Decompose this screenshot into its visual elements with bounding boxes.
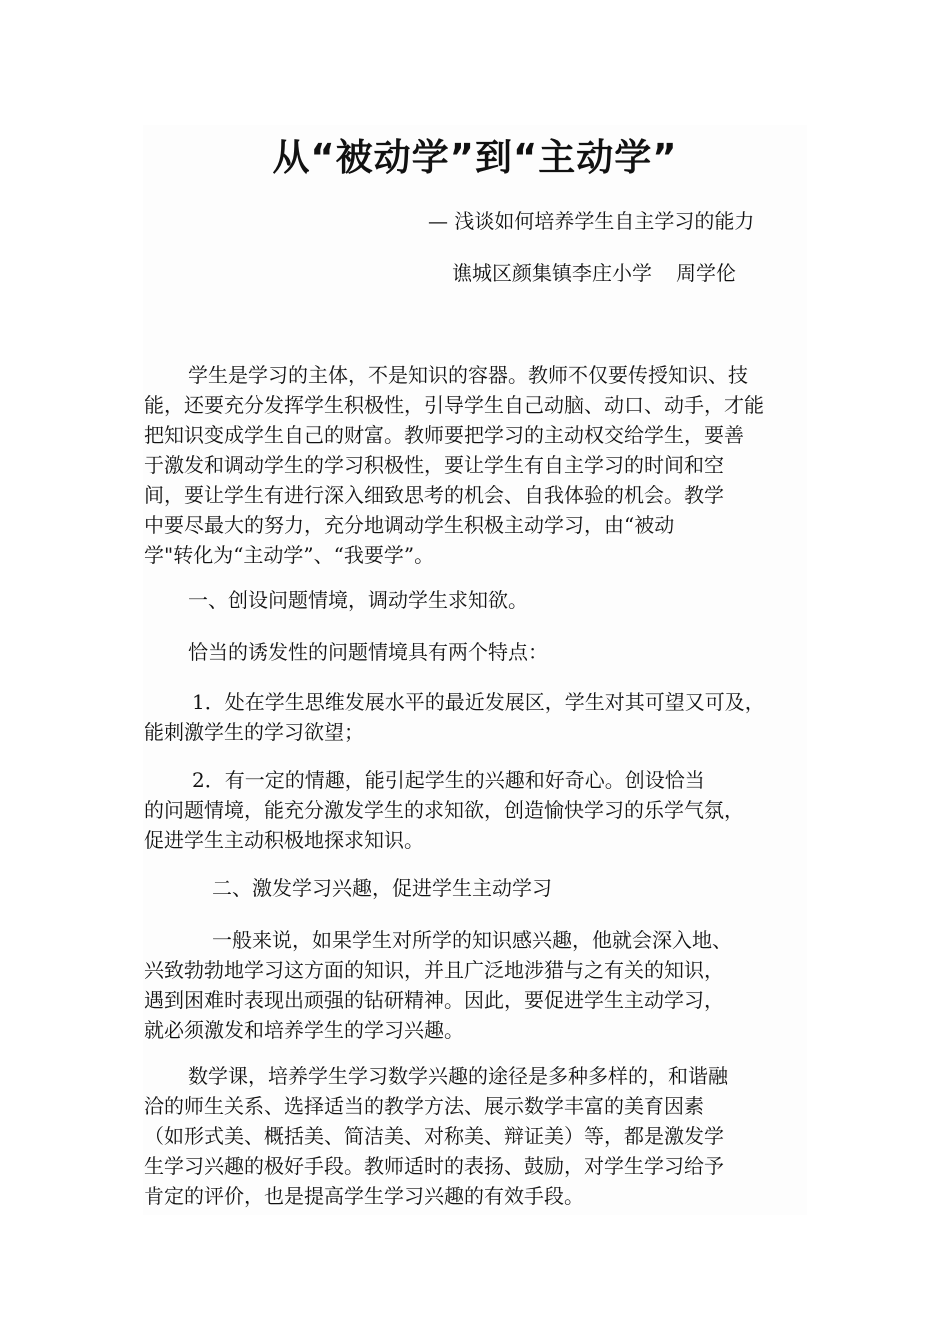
paragraph-line: 洽的师生关系、选择适当的教学方法、展示数学丰富的美育因素 <box>144 1094 704 1118</box>
paragraph-line: 的问题情境，能充分激发学生的求知欲，创造愉快学习的乐学气氛， <box>144 798 744 822</box>
heading-text: 二、激发学习兴趣，促进学生主动学习 <box>212 876 552 900</box>
paragraph-interest <box>144 925 808 1045</box>
list-item-2 <box>144 765 808 855</box>
author-name: 周学伦 <box>676 261 736 285</box>
paragraph-features-intro <box>144 637 808 667</box>
paragraph-line: 促进学生主动积极地探求知识。 <box>144 828 424 852</box>
paragraph-line: 学"转化为“主动学”、“我要学”。 <box>144 543 435 567</box>
paragraph-line: 1．处在学生思维发展水平的最近发展区，学生对其可望又可及， <box>192 690 765 714</box>
paragraph-line: 2．有一定的情趣，能引起学生的兴趣和好奇心。创设恰当 <box>192 768 705 792</box>
paragraph-line: 能刺激学生的学习欲望； <box>144 720 364 744</box>
paragraph-line: 中要尽最大的努力，充分地调动学生积极主动学习，由“被动 <box>144 513 675 537</box>
document-title: 从“被动学”到“主动学” <box>272 136 678 179</box>
paragraph-math-class <box>144 1061 808 1211</box>
paragraph-line: 遇到困难时表现出顽强的钻研精神。因此，要促进学生主动学习， <box>144 988 724 1012</box>
document-subtitle: — 浅谈如何培养学生自主学习的能力 <box>428 209 755 233</box>
paragraph-line: 肯定的评价，也是提高学生学习兴趣的有效手段。 <box>144 1184 584 1208</box>
paragraph-line: 就必须激发和培养学生的学习兴趣。 <box>144 1018 464 1042</box>
paragraph-line: 学生是学习的主体，不是知识的容器。教师不仅要传授知识、技 <box>188 363 748 387</box>
paragraph-line: 生学习兴趣的极好手段。教师适时的表扬、鼓励，对学生学习给予 <box>144 1154 724 1178</box>
paragraph-line: 一般来说，如果学生对所学的知识感兴趣，他就会深入地、 <box>212 928 732 952</box>
author-line <box>452 258 808 288</box>
section-heading-1 <box>144 585 808 615</box>
paragraph-line: （如形式美、概括美、简洁美、对称美、辩证美）等，都是激发学 <box>144 1124 724 1148</box>
heading-text: 一、创设问题情境，调动学生求知欲。 <box>188 588 528 612</box>
list-item-1 <box>144 687 808 747</box>
paragraph-line: 兴致勃勃地学习这方面的知识，并且广泛地涉猎与之有关的知识， <box>144 958 724 982</box>
section-heading-2 <box>144 873 808 903</box>
author-school: 谯城区颜集镇李庄小学 <box>452 261 652 285</box>
paragraph-line: 于激发和调动学生的学习积极性，要让学生有自主学习的时间和空 <box>144 453 724 477</box>
paragraph-line: 恰当的诱发性的问题情境具有两个特点： <box>188 640 548 664</box>
paragraph-line: 间，要让学生有进行深入细致思考的机会、自我体验的机会。教学 <box>144 483 724 507</box>
paragraph-line: 能，还要充分发挥学生积极性，引导学生自己动脑、动口、动手，才能 <box>144 393 764 417</box>
content-area <box>143 125 807 1215</box>
paragraph-line: 数学课，培养学生学习数学兴趣的途径是多种多样的，和谐融 <box>188 1064 728 1088</box>
paragraph-intro <box>144 360 808 570</box>
paragraph-line: 把知识变成学生自己的财富。教师要把学习的主动权交给学生，要善 <box>144 423 744 447</box>
